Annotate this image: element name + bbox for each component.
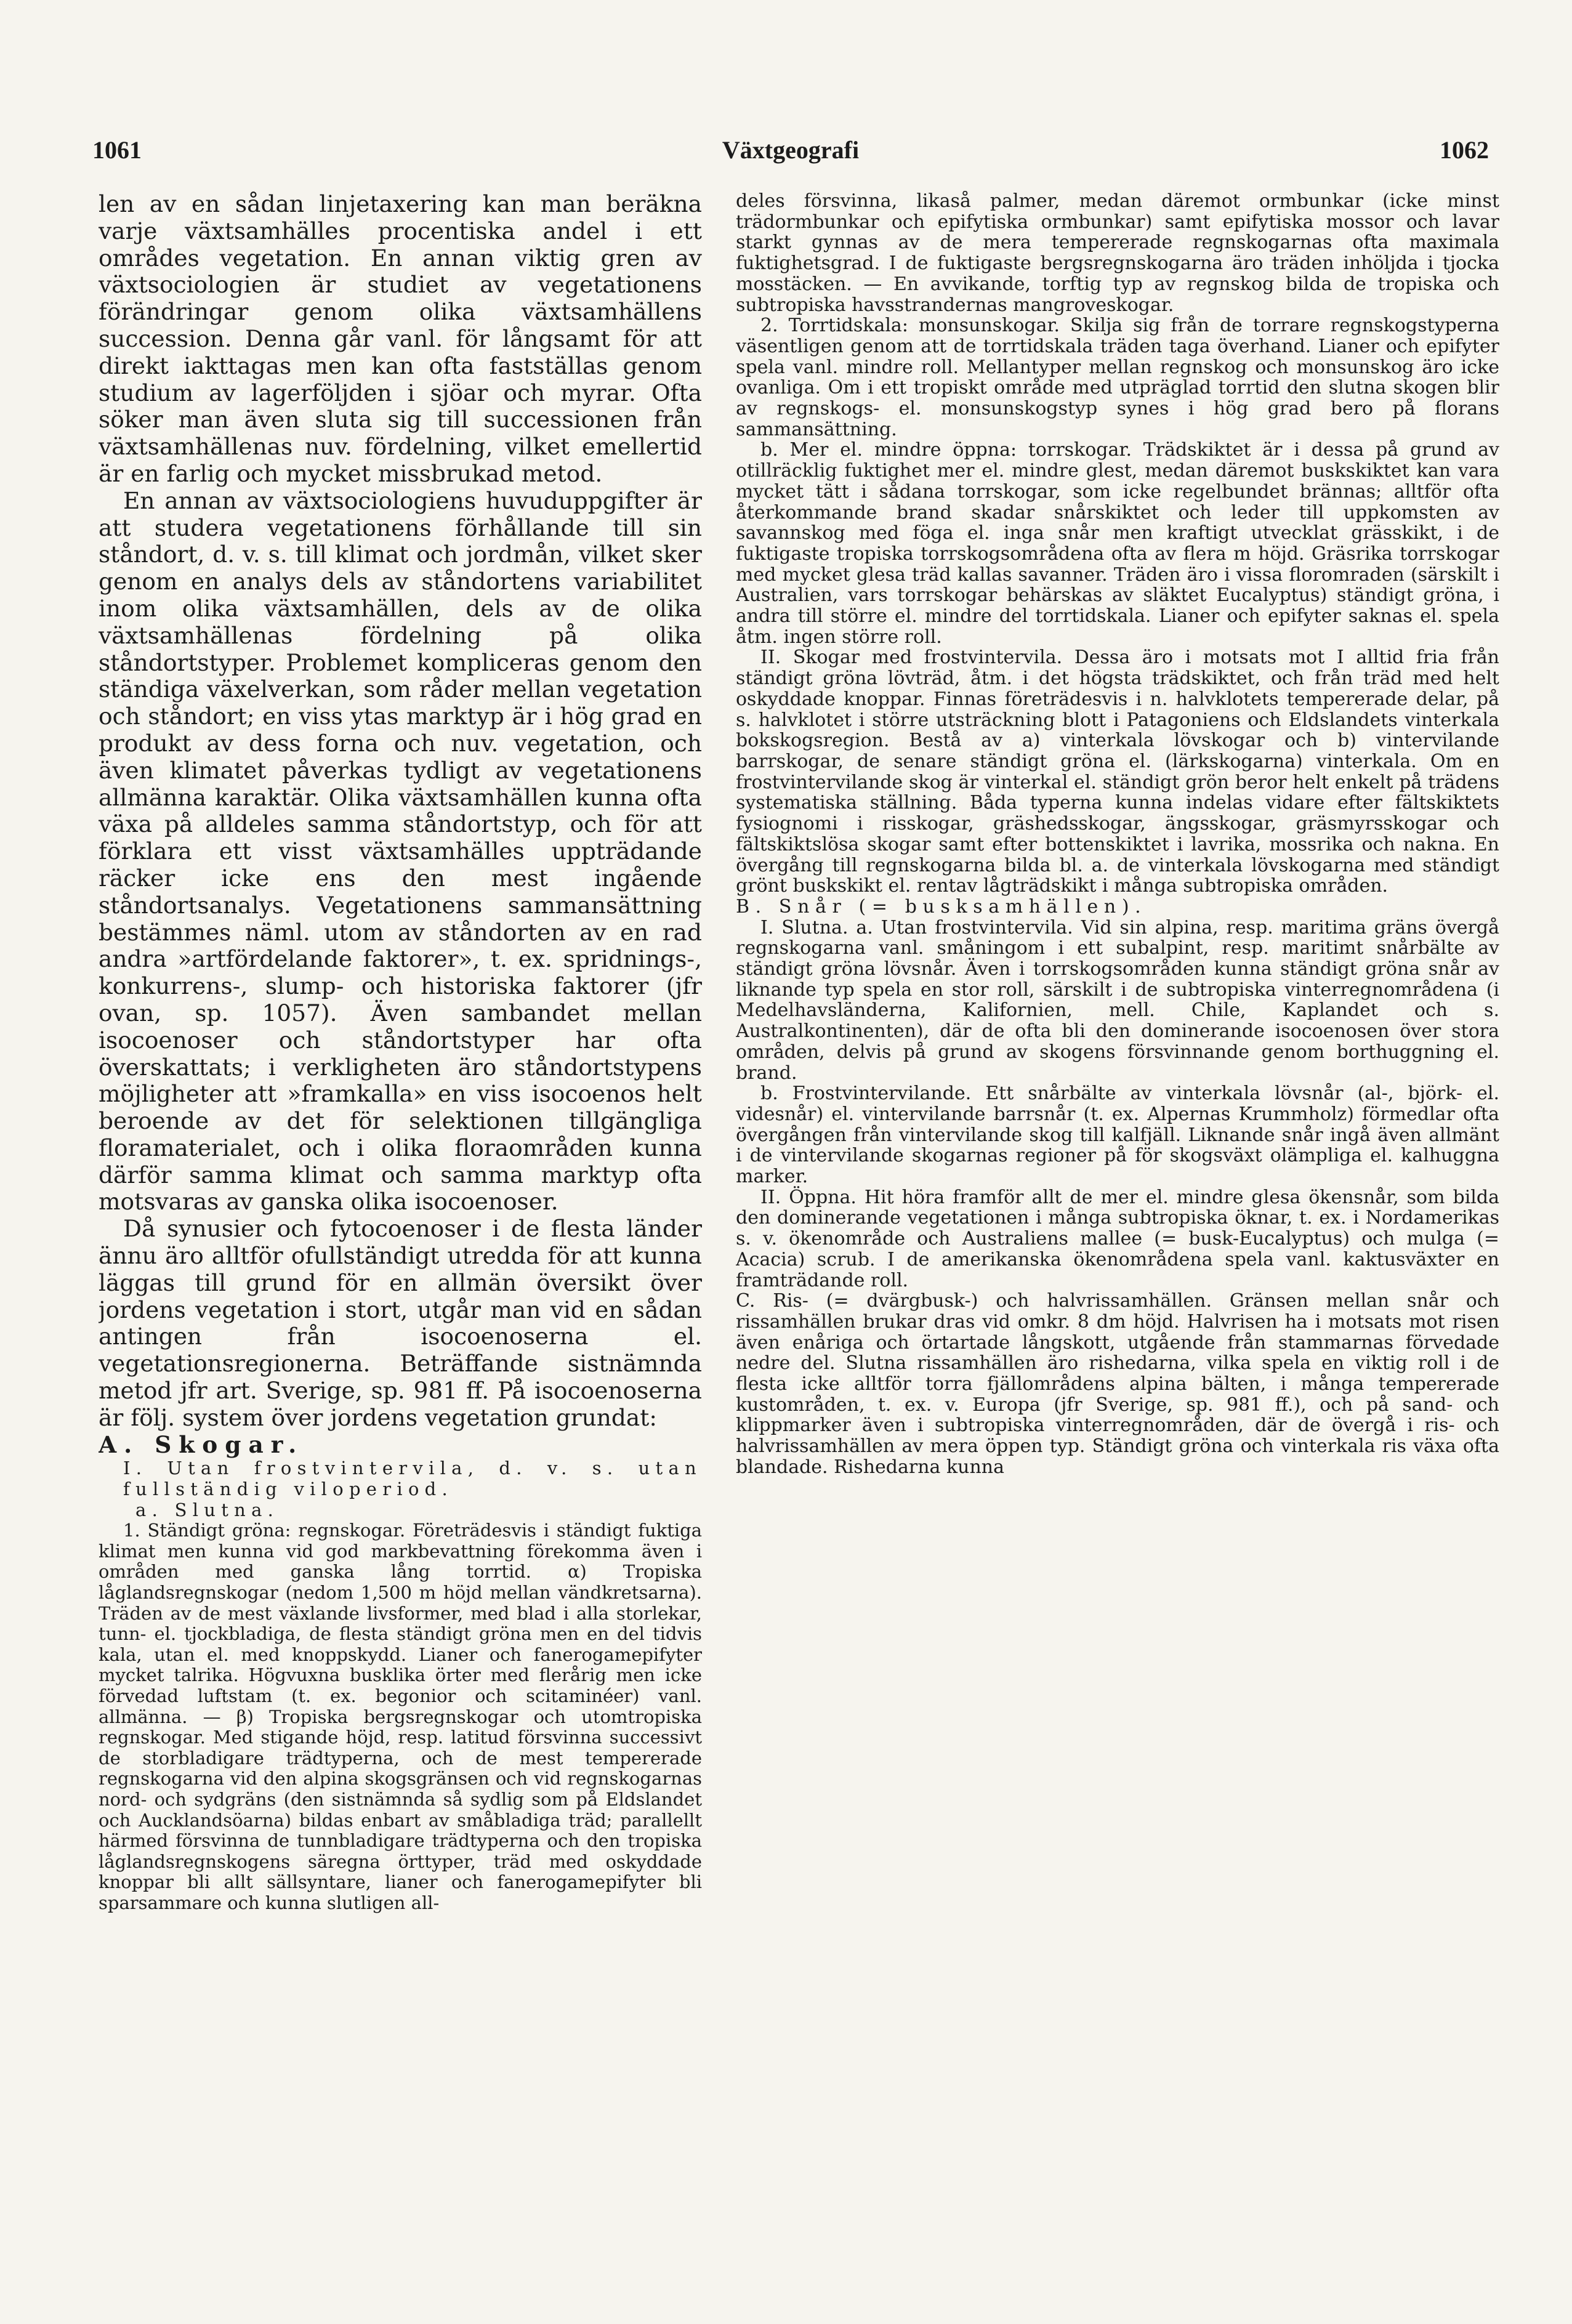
paragraph: II. Öppna. Hit höra framför allt de mer el. mindre glesa ökensnår, som bilda den dominerande vegetationen i många subtropiska öknar, t. ex. i Nordamerikas s. v. ökenområde och Australiens mallee (= busk-Eucalyptus) och mulga (= Acacia) scrub. I de amerikanska ökenområdena spela vanl. kaktusväxter en framträdande roll. xyxy=(736,1186,1499,1291)
paragraph: 2. Torrtidskala: monsunskogar. Skilja sig från de torrare regnskogstyperna väsentligen genom att de torrtidskala träden taga överhand. Lianer och epifyter spela vanl. mindre roll. Mellantyper mellan regnskog och monsunskog äro icke ovanliga. Om i ett tropiskt område med utpräglad torrtid den slutna skogen blir av regnskogs- el. monsunskogstyp synes i hög grad bero på florans sammansättning. xyxy=(736,315,1499,440)
paragraph: len av en sådan linjetaxering kan man beräkna varje växtsamhälles procentiska andel i ett områdes vegetation. En annan viktig gren av växtsociologien är studiet av vegetationens förändringar genom olika växtsamhällens succession. Denna går vanl. för långsamt för att direkt iakttagas men kan ofta fastställas genom studium av lagerföljden i sjöar och myrar. Ofta söker man även sluta sig till successionen från växtsamhällenas nuv. fördelning, vilket emellertid är en farlig och mycket missbrukad metod. xyxy=(99,191,702,487)
subsection-heading: a. Slutna. xyxy=(135,1499,280,1520)
subsection-heading: I. Utan frostvintervila, d. v. s. utan fullständig viloperiod. xyxy=(123,1458,702,1500)
page-header xyxy=(92,135,1489,179)
section-heading: B. Snår (= busksamhällen). xyxy=(736,895,1147,918)
paragraph: C. Ris- (= dvärgbusk-) och halvrissamhällen. Gränsen mellan snår och rissamhällen brukar dras vid omkr. 8 dm höjd. Halvrisen ha i motsats mot risen även enåriga och örtartade långskott, utgående från stammarnas förvedade nedre del. Slutna rissamhällen äro rishedarna, vilka spela en viktig roll i de flesta icke alltför torra fjällområdens alpina bälten, i många tempererade kustområden, t. ex. v. Europa (jfr Sverige, sp. 981 ff.), och på sand- och klippmarker även i subtropiska vinterregnområden, där de övergå i ris- och halvrissamhällen av mera öppen typ. Ständigt gröna och vinterkala ris växa ofta blandade. Rishedarna kunna xyxy=(736,1290,1499,1478)
page-number-right: 1062 xyxy=(1440,136,1489,164)
running-title: Växtgeografi xyxy=(722,136,860,164)
paragraph: Då synusier och fytocoenoser i de flesta länder ännu äro alltför ofullständigt utredda för att kunna läggas till grund för en allmän översikt över jordens vegetation i stort, utgår man vid en sådan antingen från isocoenoserna el. vegetationsregionerna. Beträffande sistnämnda metod jfr art. Sverige, sp. 981 ff. På isocoenoserna är följ. system över jordens vegetation grundat: xyxy=(99,1215,702,1431)
paragraph: deles försvinna, likaså palmer, medan däremot ormbunkar (icke minst trädormbunkar och epifytiska ormbunkar) samt epifytiska mossor och lavar starkt gynnas av de mera tempererade regnskogarnas ofta maximala fuktighetsgrad. I de fuktigaste bergsregnskogarna äro träden inhöljda i tjocka mosstäcken. — En avvikande, torftig typ av regnskog bilda de tropiska och subtropiska havsstrandernas mangroveskogar. xyxy=(736,191,1499,316)
paragraph: b. Frostvintervilande. Ett snårbälte av vinterkala lövsnår (al-, björk- el. videsnår) el. vintervilande barrsnår (t. ex. Alpernas Krummholz) förmedlar ofta övergången från vintervilande skog till kalfjäll. Liknande snår ingå även allmänt i de vintervilande skogarnas regioner på för skogsväxt olämpliga el. kalhuggna marker. xyxy=(736,1083,1499,1188)
left-column xyxy=(99,191,702,2180)
page-number-left: 1061 xyxy=(92,136,142,164)
paragraph: 1. Ständigt gröna: regnskogar. Företrädesvis i ständigt fuktiga klimat men kunna vid god markbevattning förekomma även i områden med ganska lång torrtid. α) Tropiska låglandsregnskogar (nedom 1,500 m höjd mellan vändkretsarna). Träden av de mest växlande livsformer, med blad i alla storlekar, tunn- el. tjockbladiga, de flesta ständigt gröna men en del tidvis kala, utan el. med knoppskydd. Lianer och fanerogamepifyter mycket talrika. Högvuxna busklika örter med flerårig men icke förvedad luftstam (t. ex. begonior och scitaminéer) vanl. allmänna. — β) Tropiska bergsregnskogar och utomtropiska regnskogar. Med stigande höjd, resp. latitud försvinna successivt de storbladigare trädtyperna, och de mest tempererade regnskogarna vid den alpina skogsgränsen och vid regnskogarnas nord- och sydgräns (den sistnämnda så sydlig som på Eldslandet och Aucklandsöarna) bildas enbart av småbladiga träd; parallellt härmed försvinna de tunnbladigare trädtyperna och den tropiska låglandsregnskogens säregna örttyper, träd med oskyddade knoppar bli allt sällsyntare, lianer och fanerogamepifyter bli sparsammare och kunna slutligen all- xyxy=(99,1520,702,1913)
section-heading: A. Skogar. xyxy=(99,1430,304,1458)
paragraph: En annan av växtsociologiens huvuduppgifter är att studera vegetationens förhållande till sin ståndort, d. v. s. till klimat och jordmån, vilket sker genom en analys dels av ståndortens variabilitet inom olika växtsamhällen, dels av de olika växtsamhällenas fördelning på olika ståndortstyper. Problemet kompliceras genom den ständiga växelverkan, som råder mellan vegetation och ståndort; en viss ytas marktyp är i hög grad en produkt av dess forna och nuv. vegetation, och även klimatet påverkas tydligt av vegetationens allmänna karaktär. Olika växtsamhällen kunna ofta växa på alldeles samma ståndortstyp, och för att förklara ett visst växtsamhälles uppträdande räcker icke ens den mest ingående ståndortsanalys. Vegetationens sammansättning bestämmes näml. utom av ståndorten av en rad andra »artfördelande faktorer», t. ex. spridnings-, konkurrens-, slump- och historiska faktorer (jfr ovan, sp. 1057). Även sambandet mellan isocoenoser och ståndortstyper har ofta överskattats; i verkligheten äro ståndortstypens möjligheter att »framkalla» en viss isocoenos helt beroende av det för selektionen tillgängliga floramaterialet, och i olika floraområden kunna därför samma klimat och samma marktyp ofta motsvaras av ganska olika isocoenoser. xyxy=(99,486,702,1216)
right-column xyxy=(736,191,1499,2180)
paragraph: II. Skogar med frostvintervila. Dessa äro i motsats mot I alltid fria från ständigt gröna lövträd, åtm. i det högsta trädskiktet, och från träd med helt oskyddade knoppar. Finnas företrädesvis i n. halvklotets tempererade delar, på s. halvklotet i större utsträckning blott i Patagoniens och Eldslandets vinterkala bokskogsregion. Bestå av a) vinterkala lövskogar och b) vintervilande barrskogar, de senare ständigt gröna el. (lärkskogarna) vinterkala. Om en frostvintervilande skog är vinterkal el. ständigt grön beror helt enkelt på trädens systematiska ställning. Båda typerna kunna indelas vidare efter fältskiktets fysiognomi i risskogar, gräshedsskogar, ängsskogar, gräsmyrsskogar och fältskiktslösa skogar samt efter bottenskiktet i lavrika, mossrika och nakna. En övergång till regnskogarna bilda bl. a. de vinterkala lövskogarna med ständigt grönt buskskikt el. rentav lågträdskikt i många subtropiska områden. xyxy=(736,647,1499,897)
paragraph: I. Slutna. a. Utan frostvintervila. Vid sin alpina, resp. maritima gräns övergå regnskogarna vanl. småningom i ett subalpint, resp. maritimt snårbälte av ständigt gröna lövsnår. Även i torrskogsområden kunna ständigt gröna snår av liknande typ spela en stor roll, särskilt i de subtropiska vinterregnområdena (i Medelhavsländerna, Kalifornien, mell. Chile, Kaplandet och s. Australkontinenten), där de ofta bli den dominerande isocoenosen över stora områden, delvis på grund av skogens försvinnande genom borthuggning el. brand. xyxy=(736,916,1499,1084)
paragraph: b. Mer el. mindre öppna: torrskogar. Trädskiktet är i dessa på grund av otillräcklig fuktighet mer el. mindre glest, medan däremot buskskiktet kan vara mycket tätt i sådana torrskogar, som icke regelbundet brännas; alltför ofta återkommande brand skadar snårskiktet och leder till uppkomsten av savannskog med föga el. inga snår men kraftigt utvecklat grässkikt, i de fuktigaste tropiska torrskogsområdena ofta av flera m höjd. Gräsrika torrskogar med mycket glesa träd kallas savanner. Träden äro i vissa floromraden (särskilt i Australien, vars torrskogar behärskas av släktet Eucalyptus) ständigt gröna, i andra till större el. mindre del torrtidskala. Lianer och epifyter saknas el. spela åtm. ingen större roll. xyxy=(736,439,1499,648)
